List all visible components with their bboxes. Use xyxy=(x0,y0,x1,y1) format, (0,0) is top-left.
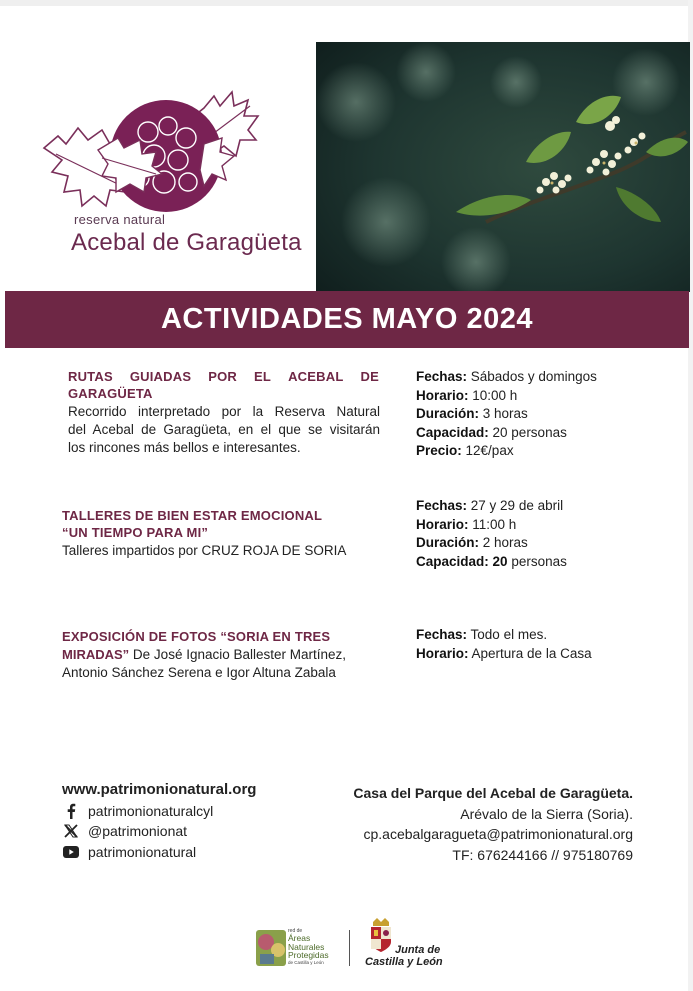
x-handle: @patrimonionat xyxy=(88,823,188,839)
x-link[interactable] xyxy=(62,822,187,840)
detail-label: Horario: xyxy=(416,387,469,403)
facebook-handle: patrimonionaturalcyl xyxy=(88,803,214,819)
detail-value-suffix: personas xyxy=(507,553,567,569)
rn-line: de Castilla y León xyxy=(288,959,324,965)
contact-name: Casa del Parque del Acebal de Garagüeta. xyxy=(353,785,633,801)
detail-label: Duración: xyxy=(416,535,480,550)
banner-title: ACTIVIDADES MAYO 2024 xyxy=(160,303,534,335)
activity-1-title-line2: GARAGÜETA xyxy=(68,386,153,401)
activity-1-desc-line3: los rincones más bellos e interesantes. xyxy=(68,440,301,455)
title-banner xyxy=(5,291,689,348)
activity-3-desc-line2: Antonio Sánchez Serena e Igor Altuna Zabala xyxy=(62,665,336,680)
detail-label: Precio: xyxy=(416,443,462,458)
detail-label: Duración: xyxy=(416,406,480,421)
detail-label: Capacidad: xyxy=(416,553,489,569)
logo-divider xyxy=(349,930,350,966)
jcyl-line1: Junta de xyxy=(395,944,441,956)
detail-row xyxy=(416,645,592,664)
rn-red: red de xyxy=(288,928,303,934)
activity-2-details xyxy=(416,497,567,571)
rn-emblem-icon xyxy=(256,930,286,966)
activity-3-details xyxy=(416,626,592,663)
jcyl-line2: Castilla y León xyxy=(365,956,443,968)
logo-subtitle: reserva natural xyxy=(74,212,166,227)
detail-value: 12€/pax xyxy=(461,443,514,458)
red-areas-naturales-logo xyxy=(256,928,346,968)
detail-row xyxy=(416,387,597,406)
detail-value: Todo el mes. xyxy=(467,627,548,642)
detail-row xyxy=(416,553,567,572)
detail-label: Horario: xyxy=(416,516,469,532)
contact-email[interactable]: cp.acebalgaragueta@patrimonionatural.org xyxy=(363,826,633,842)
detail-value: 3 horas xyxy=(479,406,528,421)
detail-value: 10:00 h xyxy=(468,387,518,403)
word: RUTAS xyxy=(68,369,113,384)
rn-line: Naturales xyxy=(288,941,325,952)
holly-photo xyxy=(316,42,690,292)
activity-3-title-line2: MIRADAS” xyxy=(62,647,130,662)
detail-row xyxy=(416,516,567,535)
detail-row xyxy=(416,626,592,645)
contact-phone: TF: 676244166 // 975180769 xyxy=(452,846,633,863)
top-strip xyxy=(0,0,693,6)
detail-value: 2 horas xyxy=(479,535,528,550)
detail-row xyxy=(416,442,597,461)
rn-line: Áreas xyxy=(288,933,311,943)
detail-row xyxy=(416,534,567,553)
facebook-icon xyxy=(62,802,80,820)
detail-label: Fechas: xyxy=(416,627,468,642)
coat-of-arms-icon xyxy=(369,918,393,952)
activity-1-details xyxy=(416,368,597,461)
youtube-handle: patrimonionatural xyxy=(88,844,197,860)
rn-line: Protegidas xyxy=(288,950,329,960)
x-icon xyxy=(62,822,80,840)
activity-3-desc-line1: De José Ignacio Ballester Martínez, xyxy=(129,647,347,662)
word: DE xyxy=(360,369,379,384)
detail-label: Horario: xyxy=(416,645,469,661)
activity-2-title xyxy=(62,507,322,541)
detail-row xyxy=(416,497,567,516)
contact-place: Arévalo de la Sierra (Soria). xyxy=(460,805,633,822)
rn-text xyxy=(288,934,329,966)
detail-value: 20 xyxy=(488,553,508,569)
facebook-link[interactable] xyxy=(62,802,213,820)
activity-1-title-line1 xyxy=(68,368,379,385)
word: EL xyxy=(254,369,272,384)
detail-value: 20 personas xyxy=(488,424,567,440)
detail-label: Capacidad: xyxy=(416,424,489,440)
detail-row xyxy=(416,368,597,387)
activity-1-description xyxy=(68,403,380,457)
junta-castilla-leon-logo xyxy=(365,918,445,970)
detail-row xyxy=(416,405,597,424)
logo-title: Acebal de Garagüeta xyxy=(71,229,302,256)
detail-value: 11:00 h xyxy=(468,516,517,532)
website-link[interactable]: www.patrimonionatural.org xyxy=(62,781,257,798)
detail-value: 27 y 29 de abril xyxy=(467,498,564,513)
activity-1-title xyxy=(68,368,379,402)
word: POR xyxy=(208,369,238,384)
activity-3-line2 xyxy=(62,646,346,664)
activity-2-description: Talleres impartidos por CRUZ ROJA DE SORIA xyxy=(62,543,347,558)
youtube-link[interactable] xyxy=(62,843,196,861)
contact-block xyxy=(353,783,633,865)
detail-label: Fechas: xyxy=(416,498,468,513)
detail-row xyxy=(416,424,597,443)
word: GUIADAS xyxy=(129,369,192,384)
detail-value: Sábados y domingos xyxy=(467,369,597,384)
activity-2-title-line2: “UN TIEMPO PARA MI” xyxy=(62,525,209,540)
activity-3-title: EXPOSICIÓN DE FOTOS “SORIA EN TRES xyxy=(62,629,331,644)
word: ACEBAL xyxy=(288,369,344,384)
activity-2-title-line1: TALLERES DE BIEN ESTAR EMOCIONAL xyxy=(62,508,323,523)
detail-label: Fechas: xyxy=(416,369,468,384)
activity-1-desc-line1: Recorrido interpretado por la Reserva Natural xyxy=(68,404,380,419)
youtube-icon xyxy=(62,843,80,861)
activity-1-desc-line2: del Acebal de Garagüeta, en el que se visitarán xyxy=(68,422,380,437)
detail-value: Apertura de la Casa xyxy=(468,645,592,661)
